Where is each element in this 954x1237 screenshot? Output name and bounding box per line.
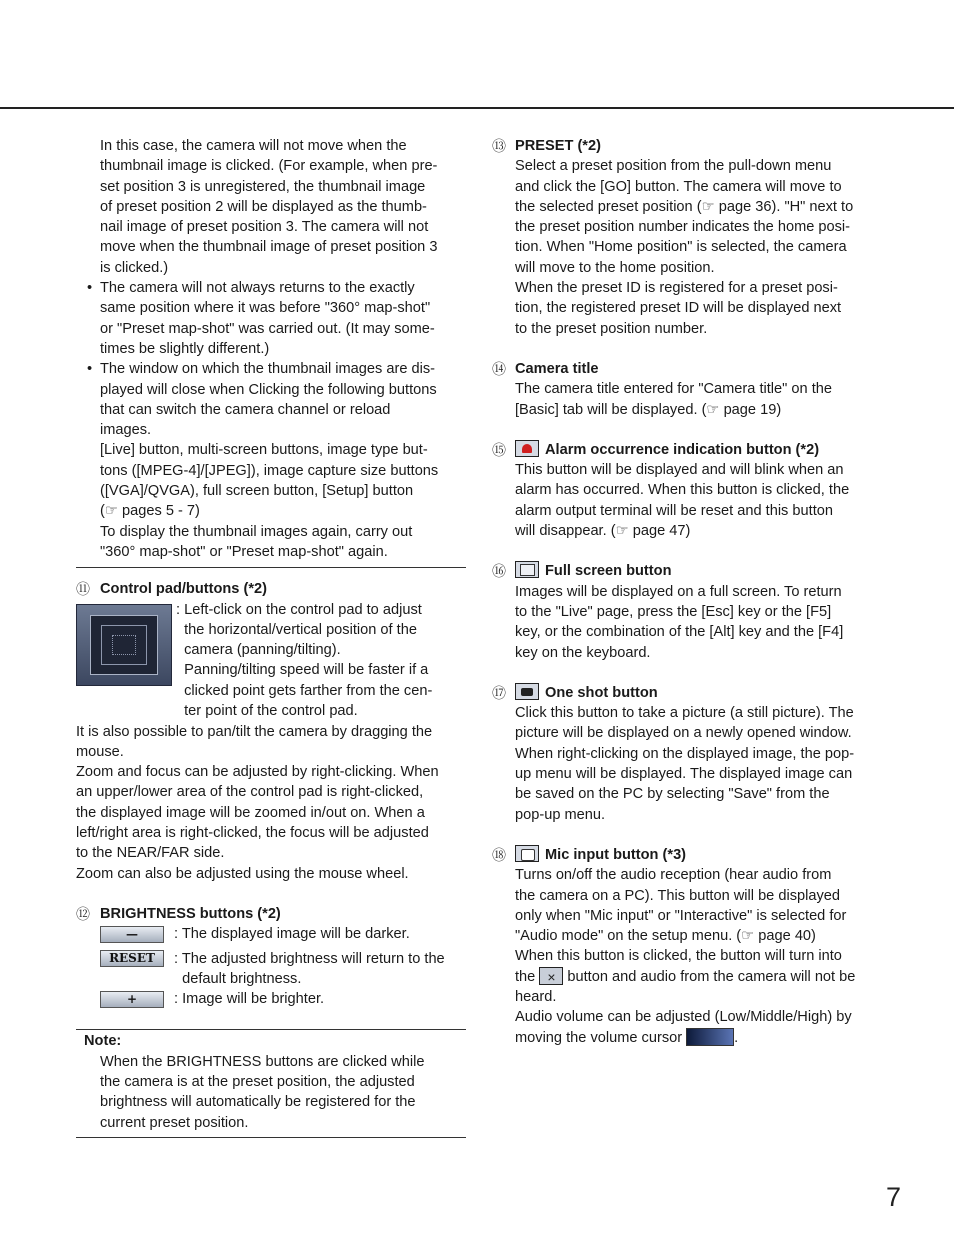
body-line: and click the [GO] button. The camera will move to (515, 178, 842, 195)
note-line: current preset position. (100, 1114, 249, 1131)
volume-cursor-icon[interactable] (686, 1028, 734, 1046)
body-line: heard. (515, 988, 557, 1005)
bullet-line: times be slightly different.) (100, 340, 270, 357)
top-rule (0, 107, 954, 109)
body-line: Zoom can also be adjusted using the mouse wheel. (76, 865, 409, 882)
speaker-icon[interactable] (515, 845, 539, 862)
section-heading (492, 845, 884, 865)
intro-line: set position 3 is unregistered, the thumbnail image (100, 178, 426, 195)
section-number: ⑭ (492, 360, 506, 377)
right-column (492, 136, 884, 1048)
section-title: BRIGHTNESS buttons (*2) (100, 905, 281, 922)
section-title: PRESET (*2) (515, 138, 601, 154)
bullet-line: [Live] button, multi-screen buttons, image type but- (100, 442, 428, 459)
brightness-reset-button[interactable]: RESET (100, 950, 164, 967)
volume-pre-text: moving the volume cursor (515, 1029, 687, 1046)
section-number: ⑯ (492, 563, 506, 580)
bullet-dot: • (87, 280, 93, 297)
bullet-line: or "Preset map-shot" was carried out. (It may some- (100, 320, 435, 337)
volume-post-text: . (734, 1029, 739, 1046)
body-line: picture will be displayed on a newly opened window. (515, 725, 852, 742)
control-pad-image (76, 604, 172, 686)
note-line: When the BRIGHTNESS buttons are clicked while (100, 1053, 425, 1070)
full-screen-icon[interactable] (515, 561, 539, 578)
control-pad-block (76, 600, 466, 722)
body-line: Images will be displayed on a full screen. To return (515, 583, 842, 600)
reset-desc-2: default brightness. (174, 970, 302, 987)
section-heading (76, 579, 466, 599)
section-number: ⑪ (76, 581, 90, 598)
alarm-icon[interactable] (515, 440, 539, 457)
section-title: Alarm occurrence indication button (*2) (545, 441, 820, 458)
bullet-line: "360° map-shot" or "Preset map-shot" again. (100, 543, 388, 560)
section-heading (492, 359, 884, 379)
pad-line: the horizontal/vertical position of the (176, 621, 417, 638)
body-line: Turns on/off the audio reception (hear audio from (515, 867, 832, 884)
body-line: It is also possible to pan/tilt the camera by dragging the (76, 723, 433, 740)
intro-text (76, 136, 466, 278)
body-line: the preset position number indicates the home posi- (515, 219, 851, 236)
body-line: the selected preset position (☞ page 36). "H" next to (515, 198, 854, 215)
pad-line: Panning/tilting speed will be faster if a (176, 662, 429, 679)
body-line: alarm has occurred. When this button is clicked, the (515, 482, 850, 499)
section-title: One shot button (545, 684, 658, 701)
pad-line: : Left-click on the control pad to adjust (176, 601, 422, 618)
body-line: mouse. (76, 743, 124, 760)
bullet-2 (76, 359, 466, 562)
bullet-line: same position where it was before "360° map-shot" (100, 300, 431, 317)
section-heading (76, 904, 466, 924)
left-column (76, 136, 466, 1138)
intro-line: In this case, the camera will not move when the (100, 138, 407, 154)
section-number: ⑱ (492, 846, 506, 863)
body-line: the camera on a PC). This button will be displayed (515, 887, 841, 904)
body-line: only when "Mic input" or "Interactive" is selected for (515, 907, 847, 924)
intro-line: thumbnail image is clicked. (For example, when pre- (100, 158, 438, 175)
pad-line: clicked point gets farther from the cen- (176, 682, 433, 699)
bullet-line: To display the thumbnail images again, carry out (100, 523, 413, 540)
body-line: Audio volume can be adjusted (Low/Middle/High) by (515, 1009, 852, 1026)
body-line: will move to the home position. (515, 259, 715, 276)
note-line: the camera is at the preset position, the adjusted (100, 1073, 415, 1090)
section-title: Full screen button (545, 563, 672, 580)
note-line: brightness will automatically be registered for the (100, 1094, 416, 1111)
pad-line: ter point of the control pad. (176, 703, 358, 720)
body-line: alarm output terminal will be reset and this button (515, 502, 833, 519)
intro-line: nail image of preset position 3. The camera will not (100, 219, 429, 236)
intro-line: of preset position 2 will be displayed as the thumb- (100, 198, 427, 215)
section-title: Mic input button (*3) (545, 846, 687, 863)
section-number: ⑮ (492, 441, 506, 458)
section-title: Control pad/buttons (*2) (100, 581, 267, 598)
brightness-plus-button[interactable]: + (100, 991, 164, 1008)
body-line: to the "Live" page, press the [Esc] key or the [F5] (515, 603, 832, 620)
body-line: When right-clicking on the displayed image, the pop- (515, 745, 855, 762)
bullet-line: played will close when Clicking the following buttons (100, 381, 437, 398)
section-heading (492, 683, 884, 703)
bullet-line: that can switch the camera channel or reload (100, 401, 391, 418)
body-line: When the preset ID is registered for a preset posi- (515, 280, 838, 297)
body-line: This button will be displayed and will blink when an (515, 462, 844, 479)
body-line: Select a preset position from the pull-down menu (515, 158, 832, 175)
bullet-1 (76, 278, 466, 359)
section-heading (492, 136, 884, 156)
section-heading (492, 440, 884, 460)
section-number: ⑰ (492, 684, 506, 701)
section-number: ⑬ (492, 138, 506, 154)
bullet-dot: • (87, 361, 93, 378)
body-line: The camera title entered for "Camera title" on the (515, 381, 832, 398)
bullet-line: (☞ pages 5 - 7) (100, 503, 200, 520)
intro-line: move when the thumbnail image of preset position 3 (100, 239, 438, 256)
body-line: up menu will be displayed. The displayed image can (515, 766, 853, 783)
body-line: the displayed image will be zoomed in/out on. When a (76, 804, 425, 821)
body-line: Zoom and focus can be adjusted by right-clicking. When (76, 764, 439, 781)
body-line: key on the keyboard. (515, 644, 651, 661)
body-line: to the NEAR/FAR side. (76, 845, 225, 862)
camera-icon[interactable] (515, 683, 539, 700)
note-top-rule (76, 1029, 466, 1030)
section-body (76, 722, 466, 884)
intro-line: is clicked.) (100, 259, 169, 276)
mute-icon[interactable] (539, 967, 563, 985)
body-line: tion. When "Home position" is selected, the camera (515, 239, 847, 256)
body-line: key, or the combination of the [Alt] key and the [F4] (515, 624, 844, 641)
bullet-line: The camera will not always returns to the exactly (100, 280, 415, 297)
body-line: be saved on the PC by selecting "Save" from the (515, 786, 830, 803)
pad-line: camera (panning/tilting). (176, 642, 341, 659)
bullet-line: ([VGA]/QVGA), full screen button, [Setup] button (100, 483, 414, 500)
body-line: an upper/lower area of the control pad is right-clicked, (76, 784, 424, 801)
mute-post-text: button and audio from the camera will not be (563, 968, 856, 985)
body-line: pop-up menu. (515, 806, 606, 823)
body-line: [Basic] tab will be displayed. (☞ page 19) (515, 401, 782, 418)
body-line: left/right area is right-clicked, the focus will be adjusted (76, 825, 429, 842)
body-line: will disappear. (☞ page 47) (515, 523, 691, 540)
bullet-line: tons ([MPEG-4]/[JPEG]), image capture size buttons (100, 462, 439, 479)
body-line: tion, the registered preset ID will be displayed next (515, 300, 842, 317)
body-line: to the preset position number. (515, 320, 708, 337)
section-title: Camera title (515, 360, 599, 377)
section-heading (492, 561, 884, 581)
body-line: When this button is clicked, the button will turn into (515, 948, 842, 965)
bullet-line: images. (100, 422, 152, 439)
reset-desc: : The adjusted brightness will return to the (174, 950, 445, 967)
note-title: Note: (84, 1033, 122, 1050)
brightness-minus-button[interactable]: — (100, 926, 164, 943)
plus-desc: : Image will be brighter. (174, 991, 325, 1008)
section-number: ⑫ (76, 905, 90, 922)
mute-pre-text: the (515, 968, 540, 985)
page-number: 7 (886, 1182, 902, 1212)
bullet-line: The window on which the thumbnail images are dis- (100, 361, 436, 378)
body-line: Click this button to take a picture (a still picture). The (515, 705, 854, 722)
minus-desc: : The displayed image will be darker. (174, 926, 410, 943)
note-bottom-rule (76, 1137, 466, 1138)
body-line: "Audio mode" on the setup menu. (☞ page 40) (515, 928, 816, 945)
